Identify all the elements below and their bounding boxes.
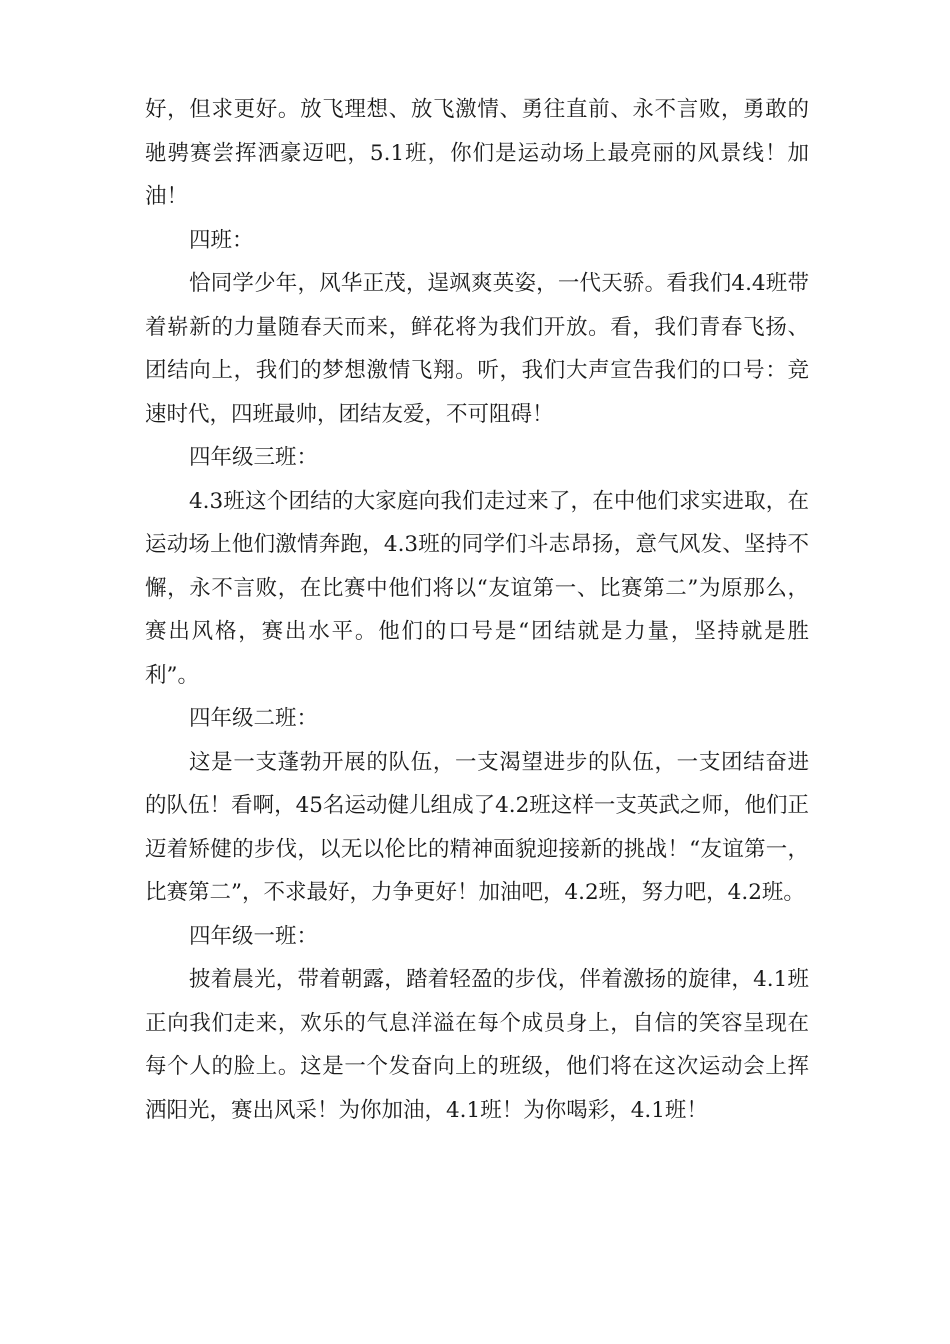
heading-grade4-class1: 四年级一班： — [189, 923, 319, 949]
paragraph-5-1-continued: 好，但求更好。放飞理想、放飞激情、勇往直前、永不言败，勇敢的驰骋赛尝挥洒豪迈吧，5.1班，你们是运动场上最亮丽的风景线！加油！ — [145, 97, 809, 209]
heading-grade4-class2: 四年级二班： — [189, 706, 319, 731]
document-body — [145, 88, 809, 1132]
paragraph-class-4: 恰同学少年，风华正茂，逞飒爽英姿，一代天骄。看我们4.4班带着崭新的力量随春天而来，鲜花将为我们开放。看，我们青春飞扬、团结向上，我们的梦想激情飞翔。听，我们大声宣告我们的口号：竞速时代，四班最帅，团结友爱，不可阻碍！ — [145, 271, 809, 427]
heading-grade4-class3: 四年级三班： — [189, 445, 319, 470]
paragraph-grade4-class3: 4.3班这个团结的大家庭向我们走过来了，在中他们求实进取，在运动场上他们激情奔跑，4.3班的同学们斗志昂扬，意气风发、坚持不懈，永不言败，在比赛中他们将以“友谊第一、比赛第二”为原那么，赛出风格，赛出水平。他们的口号是“团结就是力量，坚持就是胜利”。 — [145, 488, 809, 688]
heading-class-4: 四班： — [189, 227, 254, 253]
paragraph-grade4-class1: 披着晨光，带着朝露，踏着轻盈的步伐，伴着激扬的旋律，4.1班正向我们走来，欢乐的气息洋溢在每个成员身上，自信的笑容呈现在每个人的脸上。这是一个发奋向上的班级，他们将在这次运动会上挥洒阳光，赛出风采！为你加油，4.1班！为你喝彩，4.1班！ — [145, 967, 809, 1123]
paragraph-grade4-class2: 这是一支蓬勃开展的队伍，一支渴望进步的队伍，一支团结奋进的队伍！看啊，45名运动健儿组成了4.2班这样一支英武之师，他们正迈着矫健的步伐，以无以伦比的精神面貌迎接新的挑战！“友谊第一，比赛第二”，不求最好，力争更好！加油吧，4.2班，努力吧，4.2班。 — [145, 749, 809, 905]
